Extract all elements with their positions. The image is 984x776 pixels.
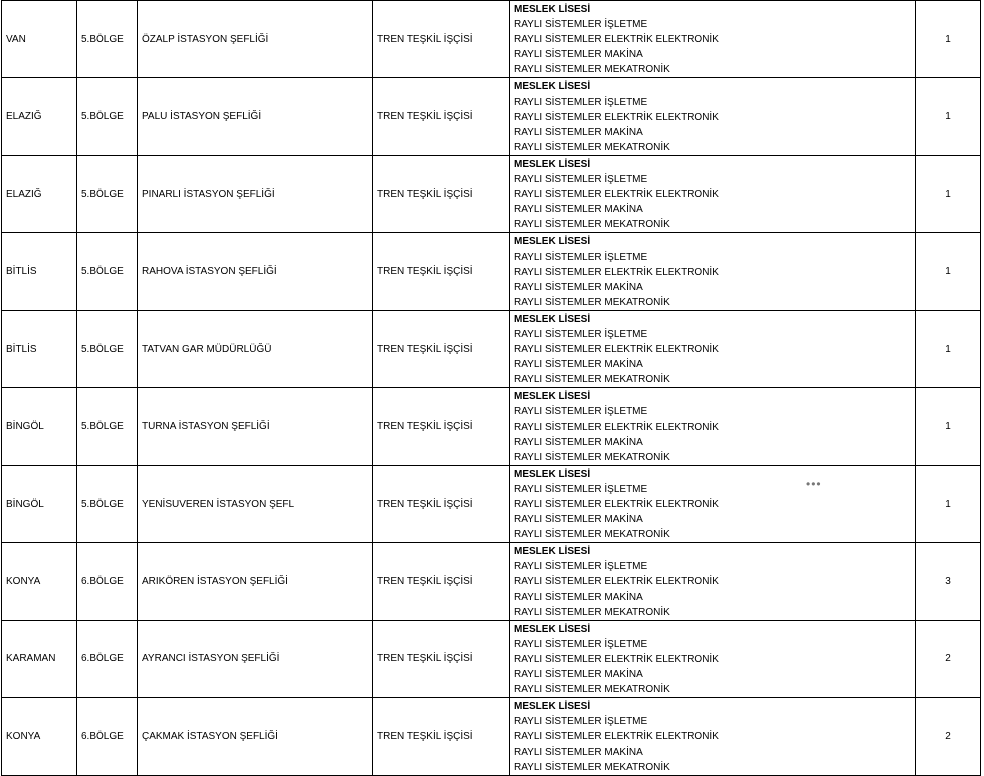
education-program: RAYLI SİSTEMLER MAKİNA <box>514 281 643 293</box>
position-cell: TREN TEŞKİL İŞÇİSİ <box>373 310 510 387</box>
education-header: MESLEK LİSESİ <box>514 391 591 403</box>
table-row <box>2 620 981 697</box>
table-row <box>2 698 981 775</box>
education-program: RAYLI SİSTEMLER İŞLETME <box>514 251 648 263</box>
education-program: RAYLI SİSTEMLER MEKATRONİK <box>514 761 670 773</box>
education-program: RAYLI SİSTEMLER İŞLETME <box>514 96 648 108</box>
education-header: MESLEK LİSESİ <box>514 468 591 480</box>
education-program: RAYLI SİSTEMLER MAKİNA <box>514 591 643 603</box>
education-header: MESLEK LİSESİ <box>514 313 591 325</box>
region-cell: 5.BÖLGE <box>77 1 138 78</box>
education-header: MESLEK LİSESİ <box>514 623 591 635</box>
education-cell <box>510 310 916 387</box>
education-program: RAYLI SİSTEMLER MEKATRONİK <box>514 684 670 696</box>
count-cell: 1 <box>916 465 981 542</box>
education-cell <box>510 620 916 697</box>
education-program: RAYLI SİSTEMLER MEKATRONİK <box>514 529 670 541</box>
education-program: RAYLI SİSTEMLER ELEKTRİK ELEKTRONİK <box>514 731 719 743</box>
education-header: MESLEK LİSESİ <box>514 701 591 713</box>
education-cell <box>510 1 916 78</box>
city-cell: BİTLİS <box>2 310 77 387</box>
unit-cell: TATVAN GAR MÜDÜRLÜĞÜ <box>138 310 373 387</box>
unit-cell: PINARLI İSTASYON ŞEFLİĞİ <box>138 155 373 232</box>
position-cell: TREN TEŞKİL İŞÇİSİ <box>373 620 510 697</box>
education-program: RAYLI SİSTEMLER ELEKTRİK ELEKTRONİK <box>514 576 719 588</box>
position-cell: TREN TEŞKİL İŞÇİSİ <box>373 155 510 232</box>
city-cell: ELAZIĞ <box>2 155 77 232</box>
education-program: RAYLI SİSTEMLER MAKİNA <box>514 669 643 681</box>
region-cell: 5.BÖLGE <box>77 388 138 465</box>
education-program: RAYLI SİSTEMLER MEKATRONİK <box>514 606 670 618</box>
table-row <box>2 78 981 155</box>
position-cell: TREN TEŞKİL İŞÇİSİ <box>373 388 510 465</box>
education-program: RAYLI SİSTEMLER MAKİNA <box>514 359 643 371</box>
education-program: RAYLI SİSTEMLER MEKATRONİK <box>514 219 670 231</box>
education-program: RAYLI SİSTEMLER MEKATRONİK <box>514 141 670 153</box>
table-row <box>2 233 981 310</box>
unit-cell: YENİSUVEREN İSTASYON ŞEFL <box>138 465 373 542</box>
more-options-icon[interactable]: ••• <box>806 477 822 491</box>
table-row <box>2 465 981 542</box>
city-cell: BİTLİS <box>2 233 77 310</box>
education-program: RAYLI SİSTEMLER ELEKTRİK ELEKTRONİK <box>514 266 719 278</box>
region-cell: 5.BÖLGE <box>77 465 138 542</box>
region-cell: 6.BÖLGE <box>77 620 138 697</box>
city-cell: BİNGÖL <box>2 388 77 465</box>
table-row <box>2 543 981 620</box>
position-cell: TREN TEŞKİL İŞÇİSİ <box>373 233 510 310</box>
education-program: RAYLI SİSTEMLER MEKATRONİK <box>514 451 670 463</box>
education-cell <box>510 698 916 775</box>
education-program: RAYLI SİSTEMLER ELEKTRİK ELEKTRONİK <box>514 111 719 123</box>
education-program: RAYLI SİSTEMLER MAKİNA <box>514 514 643 526</box>
region-cell: 5.BÖLGE <box>77 78 138 155</box>
count-cell: 2 <box>916 698 981 775</box>
education-cell <box>510 78 916 155</box>
count-cell: 1 <box>916 310 981 387</box>
education-header: MESLEK LİSESİ <box>514 546 591 558</box>
education-header: MESLEK LİSESİ <box>514 158 591 170</box>
count-cell: 1 <box>916 388 981 465</box>
city-cell: BİNGÖL <box>2 465 77 542</box>
education-program: RAYLI SİSTEMLER İŞLETME <box>514 716 648 728</box>
education-program: RAYLI SİSTEMLER ELEKTRİK ELEKTRONİK <box>514 421 719 433</box>
education-program: RAYLI SİSTEMLER İŞLETME <box>514 638 648 650</box>
unit-cell: ÇAKMAK İSTASYON ŞEFLİĞİ <box>138 698 373 775</box>
education-program: RAYLI SİSTEMLER ELEKTRİK ELEKTRONİK <box>514 344 719 356</box>
education-header: MESLEK LİSESİ <box>514 236 591 248</box>
education-cell <box>510 155 916 232</box>
education-program: RAYLI SİSTEMLER ELEKTRİK ELEKTRONİK <box>514 189 719 201</box>
table-row <box>2 155 981 232</box>
city-cell: KARAMAN <box>2 620 77 697</box>
count-cell: 3 <box>916 543 981 620</box>
unit-cell: TURNA İSTASYON ŞEFLİĞİ <box>138 388 373 465</box>
education-program: RAYLI SİSTEMLER MAKİNA <box>514 436 643 448</box>
unit-cell: PALU İSTASYON ŞEFLİĞİ <box>138 78 373 155</box>
education-program: RAYLI SİSTEMLER İŞLETME <box>514 328 648 340</box>
vacancy-table-body <box>2 1 981 776</box>
region-cell: 6.BÖLGE <box>77 698 138 775</box>
education-header: MESLEK LİSESİ <box>514 81 591 93</box>
education-program: RAYLI SİSTEMLER MEKATRONİK <box>514 296 670 308</box>
count-cell: 1 <box>916 155 981 232</box>
education-program: RAYLI SİSTEMLER ELEKTRİK ELEKTRONİK <box>514 499 719 510</box>
education-program: RAYLI SİSTEMLER İŞLETME <box>514 174 648 186</box>
city-cell: KONYA <box>2 543 77 620</box>
unit-cell: AYRANCI İSTASYON ŞEFLİĞİ <box>138 620 373 697</box>
education-program: RAYLI SİSTEMLER MAKİNA <box>514 126 643 138</box>
city-cell: VAN <box>2 1 77 78</box>
count-cell: 1 <box>916 233 981 310</box>
education-program: RAYLI SİSTEMLER İŞLETME <box>514 19 648 31</box>
city-cell: ELAZIĞ <box>2 78 77 155</box>
count-cell: 1 <box>916 78 981 155</box>
position-cell: TREN TEŞKİL İŞÇİSİ <box>373 78 510 155</box>
table-row <box>2 310 981 387</box>
education-cell <box>510 388 916 465</box>
unit-cell: ARIKÖREN İSTASYON ŞEFLİĞİ <box>138 543 373 620</box>
education-program: RAYLI SİSTEMLER İŞLETME <box>514 561 648 573</box>
education-program: RAYLI SİSTEMLER MEKATRONİK <box>514 374 670 386</box>
region-cell: 5.BÖLGE <box>77 310 138 387</box>
position-cell: TREN TEŞKİL İŞÇİSİ <box>373 698 510 775</box>
education-cell <box>510 233 916 310</box>
education-header: MESLEK LİSESİ <box>514 4 591 15</box>
city-cell: KONYA <box>2 698 77 775</box>
unit-cell: ÖZALP İSTASYON ŞEFLİĞİ <box>138 1 373 78</box>
education-program: RAYLI SİSTEMLER ELEKTRİK ELEKTRONİK <box>514 653 719 665</box>
unit-cell: RAHOVA İSTASYON ŞEFLİĞİ <box>138 233 373 310</box>
education-cell <box>510 465 916 542</box>
region-cell: 5.BÖLGE <box>77 233 138 310</box>
education-cell <box>510 543 916 620</box>
count-cell: 1 <box>916 1 981 78</box>
education-program: RAYLI SİSTEMLER MAKİNA <box>514 49 643 61</box>
region-cell: 5.BÖLGE <box>77 155 138 232</box>
education-program: RAYLI SİSTEMLER MAKİNA <box>514 204 643 216</box>
education-program: RAYLI SİSTEMLER MAKİNA <box>514 746 643 758</box>
position-cell: TREN TEŞKİL İŞÇİSİ <box>373 543 510 620</box>
education-program: RAYLI SİSTEMLER MEKATRONİK <box>514 64 670 76</box>
vacancy-table <box>1 0 981 776</box>
position-cell: TREN TEŞKİL İŞÇİSİ <box>373 1 510 78</box>
region-cell: 6.BÖLGE <box>77 543 138 620</box>
table-row <box>2 1 981 78</box>
count-cell: 2 <box>916 620 981 697</box>
education-program: RAYLI SİSTEMLER İŞLETME <box>514 483 648 495</box>
position-cell: TREN TEŞKİL İŞÇİSİ <box>373 465 510 542</box>
education-program: RAYLI SİSTEMLER ELEKTRİK ELEKTRONİK <box>514 34 719 46</box>
table-row <box>2 388 981 465</box>
education-program: RAYLI SİSTEMLER İŞLETME <box>514 406 648 418</box>
